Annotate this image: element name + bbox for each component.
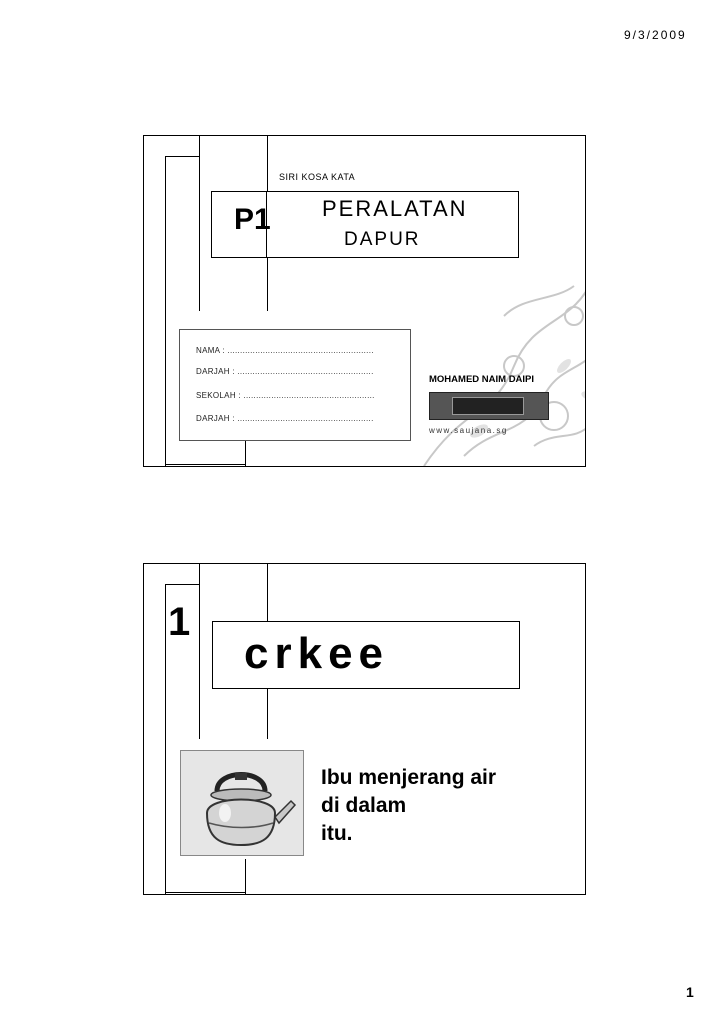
- title-line-1: PERALATAN: [322, 196, 468, 221]
- frame-line: [165, 156, 199, 157]
- cover-slide: [143, 135, 586, 467]
- saujana-logo-icon: [429, 392, 549, 420]
- author-name: MOHAMED NAIM DAIPI: [429, 374, 535, 385]
- website-link[interactable]: www.saujana.sg: [429, 426, 508, 435]
- title-line-2: DAPUR: [344, 229, 421, 250]
- level-code: P1: [234, 203, 271, 236]
- frame-line: [165, 584, 199, 585]
- form-field-darjah-2[interactable]: DARJAH : ......................................................: [196, 414, 374, 423]
- sentence-line-2: di dalam: [321, 794, 407, 817]
- series-label: SIRI KOSA KATA: [279, 172, 356, 182]
- example-sentence: [321, 764, 496, 848]
- sentence-line-3: itu.: [321, 822, 353, 845]
- form-field-sekolah[interactable]: SEKOLAH : ....................................................: [196, 391, 375, 400]
- student-info-form: [179, 329, 411, 441]
- form-field-nama[interactable]: NAMA : ..........................................................: [196, 346, 374, 355]
- frame-line: [245, 859, 246, 894]
- kettle-icon: [180, 750, 304, 856]
- frame-line: [165, 584, 166, 894]
- frame-line: [165, 892, 245, 893]
- scrambled-word: crkee: [244, 629, 390, 678]
- frame-line: [165, 156, 166, 466]
- frame-line: [199, 136, 200, 311]
- page-number: 1: [686, 984, 694, 1000]
- vocabulary-slide: [143, 563, 586, 895]
- floral-decoration: [404, 256, 586, 467]
- form-field-darjah[interactable]: DARJAH : ......................................................: [196, 367, 374, 376]
- item-number: 1: [168, 600, 191, 644]
- sentence-line-1: Ibu menjerang air: [321, 766, 497, 789]
- frame-line: [199, 564, 200, 739]
- frame-line: [165, 464, 245, 465]
- print-date: 9/3/2009: [624, 28, 687, 42]
